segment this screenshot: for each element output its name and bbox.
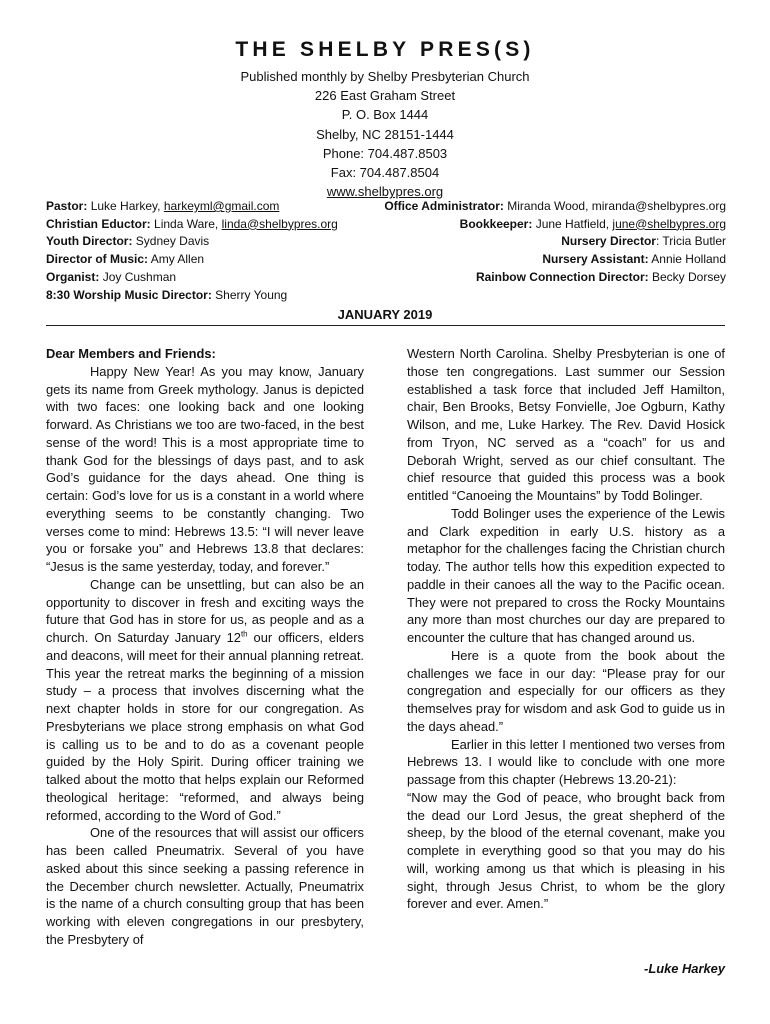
letter-paragraph: Todd Bolinger uses the experience of the Lewis and Clark expedition in early U.S. history as a metaphor for the challenges facing the Christian church today. The author tells how this expedition expected to paddle in their canoes all the way to the Pacific ocean. They were not prepared to cross the Rocky Mountains any more than most churches our day are prepared to encounter the culture that has changed around us. xyxy=(407,505,725,645)
scripture-quote: “Now may the God of peace, who brought back from the dead our Lord Jesus, the great shepherd of the sheep, by the blood of the eternal covenant, make you complete in everything good so that you may do his will, working among us that which is pleasing in his sight, through Jesus Christ, to whom be the glory forever and ever. Amen.” xyxy=(407,789,725,912)
letter-paragraph: Change can be unsettling, but can also be an opportunity to discover in fresh and exciting ways the future that God has in store for us, as people and as a church. On Saturday January 12th our officers, elders and deacons, will meet for their annual planning retreat. This year the retreat marks the beginning of a mission study – a process that involves discerning what the next chapter holds in store for our congregation. As Presbyterians we place strong emphasis on what God is calling us to be and to do as a covenant people guided by the Holy Spirit. During officer training we talked about the motto that helps explain our Reformed theological heritage: “reformed, and always being reformed, according to the Word of God.” xyxy=(46,576,364,823)
staff-office-administrator: Office Administrator: Miranda Wood, miranda@shelbypres.org xyxy=(384,199,726,213)
staff-worship-music-director: 8:30 Worship Music Director: Sherry Young xyxy=(46,287,288,302)
fax-number: Fax: 704.487.8504 xyxy=(330,165,440,181)
letter-paragraph: Here is a quote from the book about the challenges we face in our day: “Please pray for our congregation and especially for our officers as they themselves pray for wisdom and ask God to guide us in the days ahead.” xyxy=(407,647,725,734)
staff-rainbow-connection-director: Rainbow Connection Director: Becky Dorsey xyxy=(475,269,726,284)
staff-music-director: Director of Music: Amy Allen xyxy=(46,252,205,267)
staff-row xyxy=(46,199,726,217)
staff-row xyxy=(46,217,726,235)
bookkeeper-email-link[interactable]: june@shelbypres.org xyxy=(612,216,726,231)
header-divider xyxy=(46,325,725,326)
staff-bookkeeper: Bookkeeper: June Hatfield, june@shelbypres.org xyxy=(459,216,726,231)
staff-row xyxy=(46,270,726,288)
staff-row xyxy=(46,288,726,306)
letter-salutation: Dear Members and Friends: xyxy=(46,346,216,361)
letter-paragraph: Earlier in this letter I mentioned two verses from Hebrews 13. I would like to conclude with one more passage from this chapter (Hebrews 13.20-21): xyxy=(407,736,725,787)
letter-paragraph: Happy New Year! As you may know, January gets its name from Greek mythology. Janus is depicted with two faces: one looking back and one looking forward. As Christians we too are two-faced, in the best sense of the word! This is a most appropriate time to thank God for the blessings of days past, and to ask God’s guidance for the days ahead. One thing is certain: God’s love for us is a constant in a world where everything seems to be constantly changing. Two verses come to mind: Hebrews 13.5: “I will never leave you or forsake you” and Hebrews 13.8 that declares: “Jesus is the same yesterday, today, and forever.” xyxy=(46,363,364,574)
staff-organist: Organist: Joy Cushman xyxy=(46,269,177,284)
newsletter-title: THE SHELBY PRES(S) xyxy=(235,38,535,61)
phone-number: Phone: 704.487.8503 xyxy=(322,145,448,161)
issue-month: JANUARY 2019 xyxy=(337,307,433,322)
staff-row xyxy=(46,234,726,252)
letter-paragraph: One of the resources that will assist our officers has been called Pneumatrix. Several of you have asked about this since seeking a passing reference in the December church newsletter. Actually, Pneumatrix is the name of a church consulting group that has been working with eleven congregations in our presbytery, the Presbytery of xyxy=(46,825,364,947)
staff-christian-educator: Christian Eductor: Linda Ware, linda@shelbypres.org xyxy=(46,216,338,231)
po-box: P. O. Box 1444 xyxy=(341,107,429,123)
educator-email-link[interactable]: linda@shelbypres.org xyxy=(221,216,338,231)
letter-signature: -Luke Harkey xyxy=(644,961,725,976)
letter-column-left xyxy=(46,345,364,949)
staff-nursery-assistant: Nursery Assistant: Annie Holland xyxy=(542,252,726,267)
website-link[interactable]: www.shelbypres.org xyxy=(326,184,444,200)
staff-youth-director: Youth Director: Sydney Davis xyxy=(46,234,210,249)
letter-column-right xyxy=(407,345,725,913)
street-address: 226 East Graham Street xyxy=(314,88,456,104)
staff-row xyxy=(46,252,726,270)
masthead-address xyxy=(0,67,770,201)
pastor-email-link[interactable]: harkeyml@gmail.com xyxy=(163,199,280,213)
letter-paragraph: Western North Carolina. Shelby Presbyterian is one of those ten congregations. Last summer our Session established a task force that included Jeff Hamilton, chair, Ben Brooks, Betsy Fonvielle, Joe Ogburn, Kathy Wilson, and me, Luke Harkey. The Rev. David Hosick from Tryon, NC served as a “coach” for us and Deborah Wright, served as our chief consultant. The chief resource that guided this process was a book entitled “Canoeing the Mountains” by Todd Bolinger. xyxy=(407,346,725,503)
staff-pastor: Pastor: Luke Harkey, harkeyml@gmail.com xyxy=(46,199,280,213)
published-line: Published monthly by Shelby Presbyterian Church xyxy=(240,69,530,84)
city-state-zip: Shelby, NC 28151-1444 xyxy=(316,126,454,142)
staff-nursery-director: Nursery Director: Tricia Butler xyxy=(561,234,726,249)
